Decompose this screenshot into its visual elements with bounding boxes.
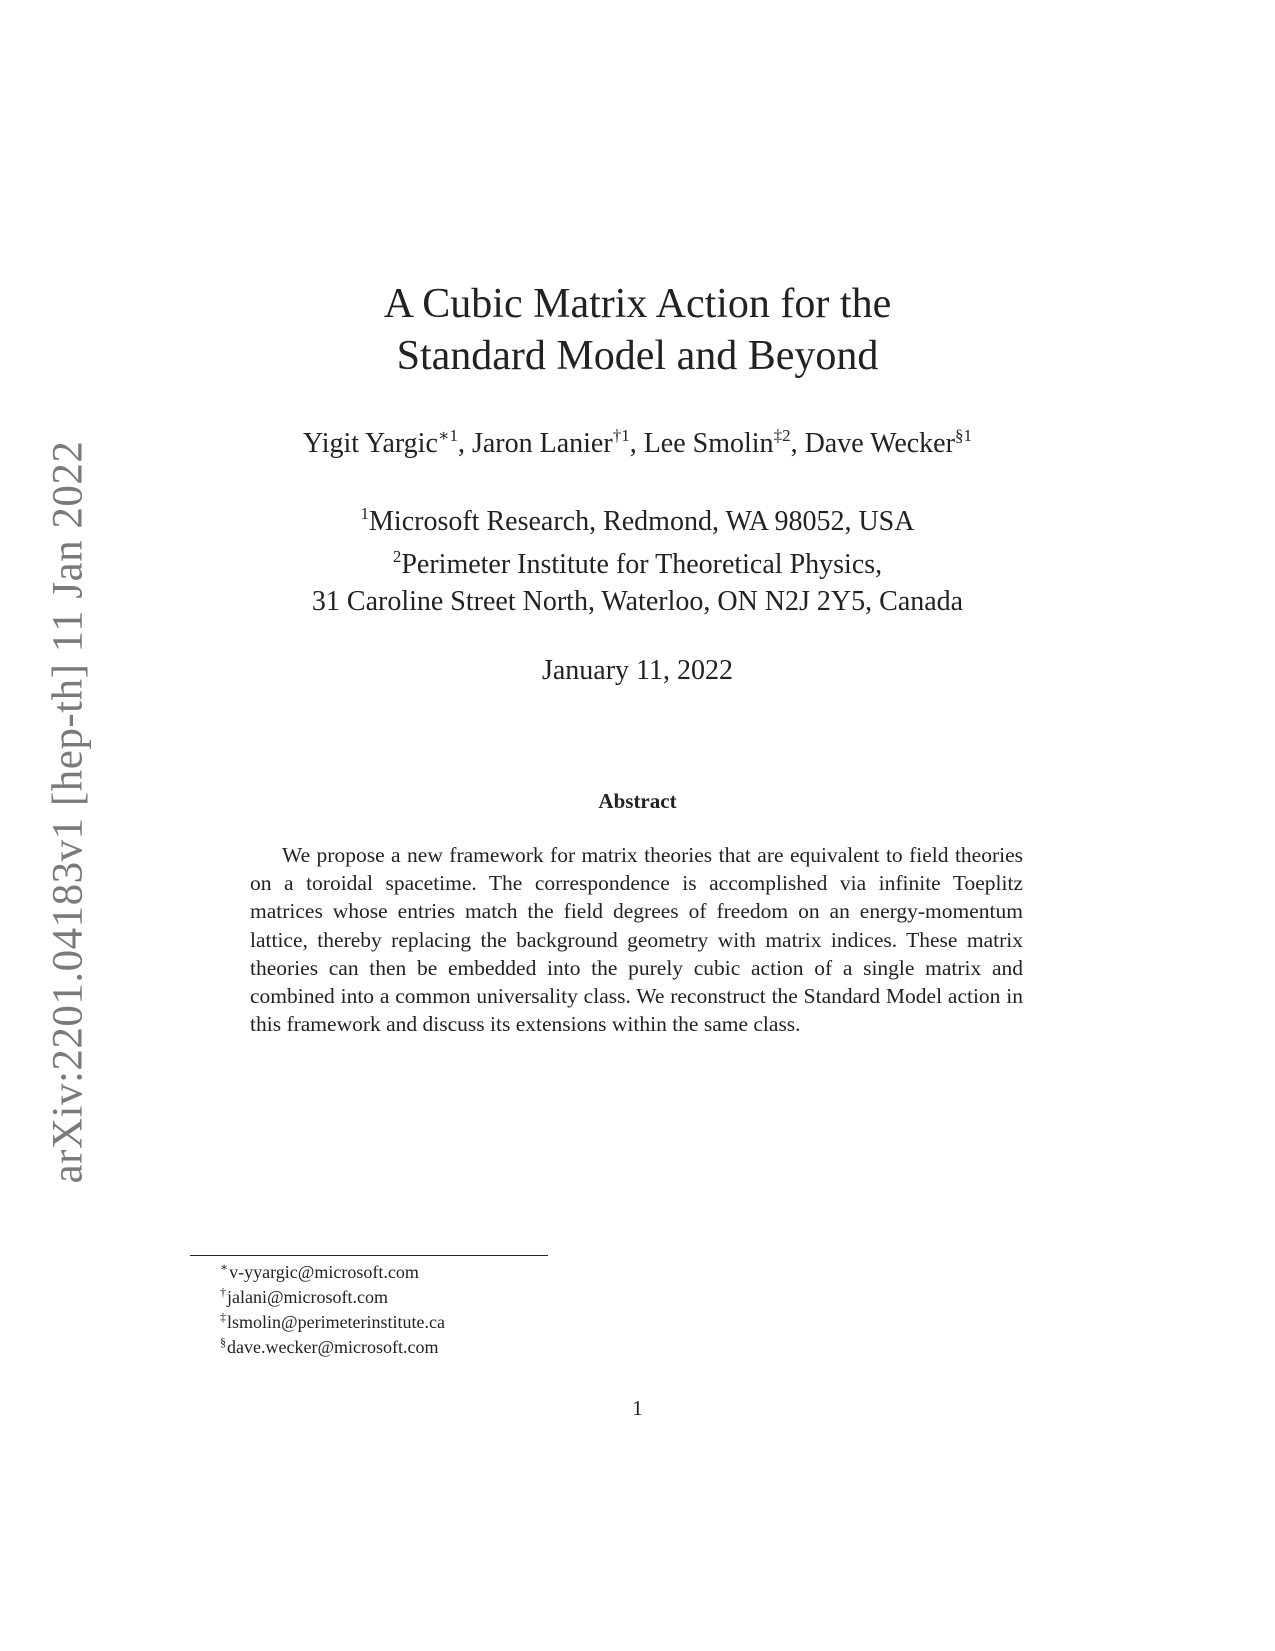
affiliation-2-address: 31 Caroline Street North, Waterloo, ON N2J 2Y5, Canada bbox=[311, 586, 964, 617]
author-name: Yigit Yargic bbox=[303, 428, 438, 459]
page-number: 1 bbox=[632, 1396, 643, 1420]
author-mark: ‡2 bbox=[773, 426, 791, 445]
affiliation-2 bbox=[0, 546, 1275, 583]
footnote-email: jalani@microsoft.com bbox=[227, 1287, 389, 1307]
author-name: Lee Smolin bbox=[643, 428, 774, 459]
affiliation-text: Perimeter Institute for Theoretical Physics, bbox=[401, 549, 883, 580]
author-mark: †1 bbox=[612, 426, 630, 445]
author-list: Yigit Yargic$^{∗1}$, Jaron Lanier$^{\dagger 1}$, Lee Smolin$^{\ddagger 2}$, Dave Wecker$^{\S 1}$ bbox=[303, 426, 972, 459]
footnote bbox=[220, 1335, 445, 1360]
affiliation-mark: 2 bbox=[392, 547, 402, 566]
footnote-email: dave.wecker@microsoft.com bbox=[227, 1337, 439, 1357]
paper-date: January 11, 2022 bbox=[541, 655, 734, 686]
footnote bbox=[220, 1260, 445, 1285]
footnote bbox=[220, 1310, 445, 1335]
affiliation-text: Microsoft Research, Redmond, WA 98052, USA bbox=[369, 506, 915, 537]
footnote bbox=[220, 1285, 445, 1310]
abstract-heading: Abstract bbox=[598, 789, 677, 813]
arxiv-identifier-stamp: arXiv:2201.04183v1 [hep-th] 11 Jan 2022 bbox=[44, 440, 92, 1184]
author-mark: §1 bbox=[954, 426, 972, 445]
footnote-divider bbox=[190, 1255, 548, 1256]
abstract-text: We propose a new framework for matrix theories that are equivalent to field theories on a toroidal spacetime. The correspondence is accomplished via infinite Toeplitz matrices whose entries match the field degrees of freedom on an energy-momentum lattice, thereby replacing the background geometry with matrix indices. These matrix theories can then be embedded into the purely cubic action of a single matrix and combined into a common universality class. We reconstruct the Standard Model action in this framework and discuss its extensions within the same class. bbox=[250, 843, 1023, 1037]
footnote-mark: † bbox=[220, 1285, 226, 1299]
author-name: Dave Wecker bbox=[804, 428, 955, 459]
paper-title bbox=[0, 278, 1275, 382]
affiliation-1 bbox=[0, 503, 1275, 540]
footnote-mark: ‡ bbox=[220, 1310, 226, 1324]
footnote-mark: § bbox=[220, 1335, 226, 1349]
title-line-1: A Cubic Matrix Action for the bbox=[383, 281, 892, 327]
footnotes bbox=[220, 1260, 445, 1360]
author-name: Jaron Lanier bbox=[471, 428, 613, 459]
footnote-email: v-yyargic@microsoft.com bbox=[229, 1262, 419, 1282]
footnote-email: lsmolin@perimeterinstitute.ca bbox=[227, 1312, 446, 1332]
affiliation-mark: 1 bbox=[360, 504, 370, 523]
footnote-mark: ∗ bbox=[220, 1260, 229, 1274]
affiliations bbox=[0, 503, 1275, 620]
title-line-2: Standard Model and Beyond bbox=[396, 333, 879, 379]
author-mark: ∗1 bbox=[437, 426, 458, 445]
